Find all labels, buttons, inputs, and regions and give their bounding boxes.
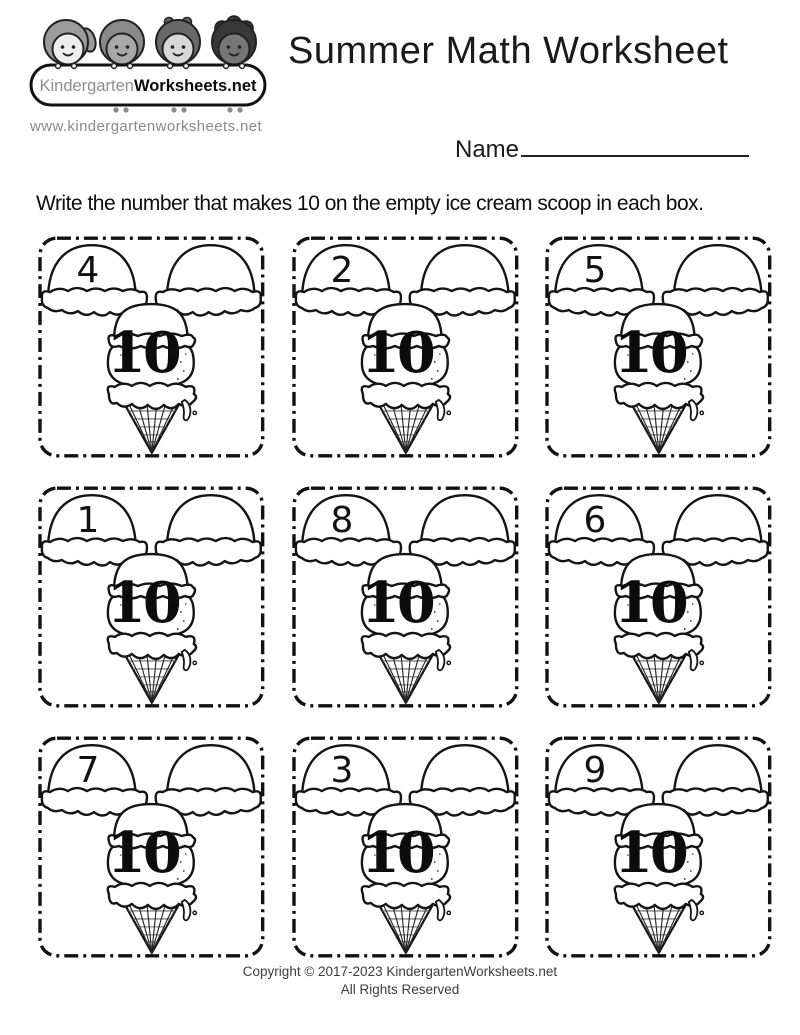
left-scoop-number: 7 [76, 750, 100, 792]
kid-girl-ponytail-icon [44, 20, 98, 65]
worksheet-box-6 [542, 484, 775, 710]
worksheet-box-4 [35, 484, 268, 710]
left-scoop-number: 8 [330, 500, 354, 542]
left-scoop-number: 1 [76, 500, 100, 542]
cone-sum-number: 10 [614, 569, 687, 636]
worksheet-box-1 [35, 234, 268, 460]
copyright-text: Copyright © 2017-2023 KindergartenWorksheets.net [242, 964, 558, 979]
worksheet-box-2 [289, 234, 522, 460]
left-scoop-number: 3 [330, 750, 354, 792]
cone-sum-number: 10 [360, 569, 433, 636]
kid-boy-icon [100, 20, 144, 65]
cone-sum-number: 10 [360, 819, 433, 886]
worksheet-box-5 [289, 484, 522, 710]
kid-boy-curly-icon [212, 16, 256, 65]
left-scoop-number: 6 [583, 500, 607, 542]
footer [0, 963, 800, 999]
cone-sum-number: 10 [106, 320, 179, 386]
left-scoop-number: 4 [76, 250, 100, 292]
logo-brand-text: KindergartenWorksheets.net [39, 77, 257, 95]
rights-text: All Rights Reserved [340, 982, 460, 997]
name-blank-line [521, 131, 749, 157]
website-url: www.kindergartenworksheets.net [30, 118, 263, 135]
worksheet-box-3 [542, 234, 775, 460]
kid-girl-pigtails-icon [156, 18, 200, 65]
worksheet-grid [35, 234, 775, 960]
cone-sum-number: 10 [360, 319, 433, 386]
page-title: Summer Math Worksheet [288, 30, 729, 72]
instruction-text: Write the number that makes 10 on the empty ice cream scoop in each box. [36, 192, 704, 215]
worksheet-box-9 [542, 734, 775, 960]
cone-sum-number: 10 [614, 319, 687, 386]
cone-sum-number: 10 [106, 820, 179, 886]
left-scoop-number: 9 [583, 750, 607, 792]
worksheet-box-8 [289, 734, 522, 960]
name-label: Name [455, 136, 520, 163]
cone-sum-number: 10 [106, 570, 179, 636]
name-field-row [455, 131, 749, 164]
cone-sum-number: 10 [614, 819, 687, 886]
feet-icons [113, 107, 242, 112]
kindergartenworksheets-logo [28, 12, 270, 116]
left-scoop-number: 5 [583, 250, 607, 292]
worksheet-box-7 [35, 734, 268, 960]
left-scoop-number: 2 [330, 250, 354, 292]
